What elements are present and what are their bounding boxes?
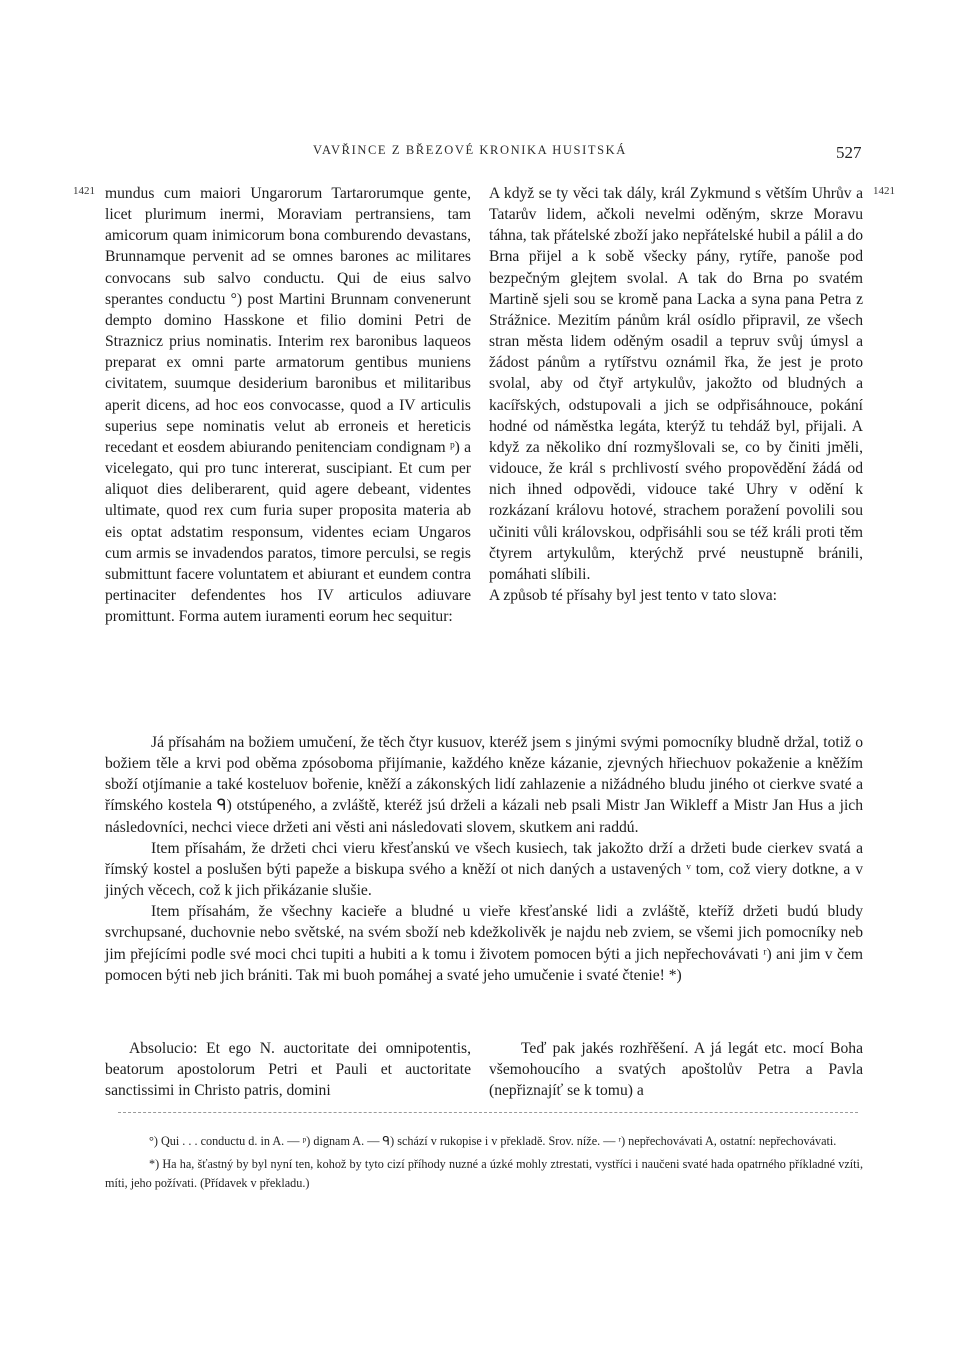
czech-paragraph: A když se ty věci tak dály, král Zykmund s větším Uhrův a Tatarův lidem, ačkoli nevelmi oděným, skrze Moravu táhna, tak přátelské zboží jako nepřátelské hubil a pálil a do Brna přijel a k sobě všecky pány, rytíře, panoše pod bezpečným glejtem svolal. A tak do Brna po svatém Martině sjeli sou se kromě pana Lacka a syna pana Petra z Strážnice. Mezitím pánům král osídlo připravil, ze všech stran města lidem oděným osadil a tepruv svůj úmysl a žádost pánům a rytířstvu oznámil řka, že jest je proto svolal, aby od čtyř artykulův, jakožto od bludných a kacířských, odstupovali a jich se odpřisáhnouce, pokání hodné od náměstka legáta, kterýž tu tehdáž byl, přijali. A když za několiko dní rozmyšlovali se, co by činiti jměli, vidouce, že král s prchlivostí svého propovědění žádá od nich ihned odpovědi, vidouce také Uhry v odění k rozkázaní královu hotové, strachem poražení povolili sou učiniti vůli královskou, odpřisáhli sou se též králi proti těm čtyrem artykulům, kterýchž prvé neustupně bránili, pomáhati slíbili. (489, 185, 863, 583)
footnotes (105, 1132, 863, 1193)
oath-paragraph: Item přísahám, že držeti chci vieru křesťanskú ve všech kusiech, tak jakožto drží a držeti bude cierkev svatá a římský kostel a poslušen býti papeže a biskupa svého a kněží ot nich daných a ustavených ᵛ tom, což viery dotkne, a v jiných věcech, což k jich přikázanie slušie. (105, 839, 863, 900)
absolution-latin: Absolucio: Et ego N. auctoritate dei omnipotentis, beatorum apostolorum Petri et Pauli et auctoritate sanctissimi in Christo patris, domini (105, 1040, 471, 1100)
czech-paragraph: A způsob té přísahy byl jest tento v tato slova: (489, 586, 778, 604)
footnote: *) Ha ha, šťastný by byl nyní ten, kohož by tyto cizí příhody nuzné a úzké mohly ztrestati, vystříci i naučeni svaté hada opatrného příkladné vzíti, míti, jeho požívati. (Přídavek v překladu.) (105, 1157, 863, 1190)
page-header (0, 143, 960, 167)
latin-column-bottom (105, 1038, 471, 1101)
margin-year-right: 1421 (873, 185, 895, 197)
absolution-czech: Teď pak jakés rozhřěšení. A já legát etc. mocí Boha všemohoucího a svatých apoštolův Petra a Pavla (nepřiznajíť se k tomu) a (489, 1040, 863, 1100)
footnote: °) Qui . . . conductu d. in A. — ᵖ) dignam A. — ᑫ) schází v rukopise i v překladě. Srov. níže. — ʳ) nepřechovávati A, ostatní: nepřechovávati. (149, 1134, 837, 1148)
latin-column-top (105, 183, 471, 627)
oath-paragraph: Já přísahám na božiem umučení, že těch čtyr kusuov, kteréž jsem s jinými svými pomocníky bludně držal, totiž o božiem těle a krvi pod oběma zpósoboma přijímanie, každého kněze kázanie, zjevných hřiechuov pokaženie a kněžím sboží otjímanie a také kosteluov bořenie, kněží a zákonských lidí zahlazenie a nižádného bludu jiného ot cierkve svaté a římského kostela ᑫ) otstúpeného, a zvláště, kteréž jsú drželi a kázali neb psali Mistr Jan Wikleff a Mistr Jan Hus a jich následovníci, nechci viece držeti ani věsti ani následovati slovem, skutkem ani raddú. (105, 734, 863, 836)
latin-paragraph: mundus cum maiori Ungarorum Tartarorumque gente, licet plurimum inermi, Moraviam pertransiens, tam amicorum quam inimicorum bona comburendo devastans, Brunnamque pervenit ad se omnes barones ac militares convocans sub salvo conductu. Qui de eius salvo sperantes conductu °) post Martini Brunnam convenerunt dempto domino Hasskone et filio domini Petri de Straznicz prius nominatis. Interim rex baronibus laqueos preparat ex omni parte armatorum gentibus muniens civitatem, suumque desiderium baronibus et militaribus aperit dicens, ad hoc eos convocasse, quod a IV articulis superius sepe nominatis velut ab erroneis et hereticis recedant et eosdem abiurando penitenciam condignam ᵖ) a vicelegato, qui pro tunc intererat, suscipiant. Et cum per aliquot dies deliberarent, quid agere debeant, videntes ultimate, quod rex cum furia super proposita materia ab eis optat adstatim responsum, videntes eciam Ungaros cum armis se invadendos paratos, timore perculsi, se regis submittunt facere voluntatem et abiurant et eundem contra pertinaciter defendentes hos IV articulos adiuvare promittunt. Forma autem iuramenti eorum hec sequitur: (105, 185, 471, 626)
oath-text (105, 732, 863, 986)
page-number: 527 (836, 143, 862, 162)
czech-column-top (489, 183, 863, 606)
czech-column-bottom (489, 1038, 863, 1101)
oath-paragraph: Item přísahám, že všechny kacieře a bludné u vieře křesťanské lidi a zvláště, kteříž držeti budú bludy svrchupsané, duchovnie nebo světské, na svém sboží neb kdežkolivěk je najdu neb zviem, se všemi jich pomocníky neb jim přejícími podle své moci chci tupiti a hubiti a k tomu i životem pomocen býti a jich nepřechovávati ʳ) ani jim v čem pomocen býti neb jich brániti. Tak mi buoh pomáhej a svaté jeho umučenie i svaté čtenie! *) (105, 903, 863, 984)
running-head: VAVŘINCE Z BŘEZOVÉ KRONIKA HUSITSKÁ (313, 143, 627, 157)
margin-year-left: 1421 (73, 185, 95, 197)
footnote-divider (118, 1112, 858, 1113)
